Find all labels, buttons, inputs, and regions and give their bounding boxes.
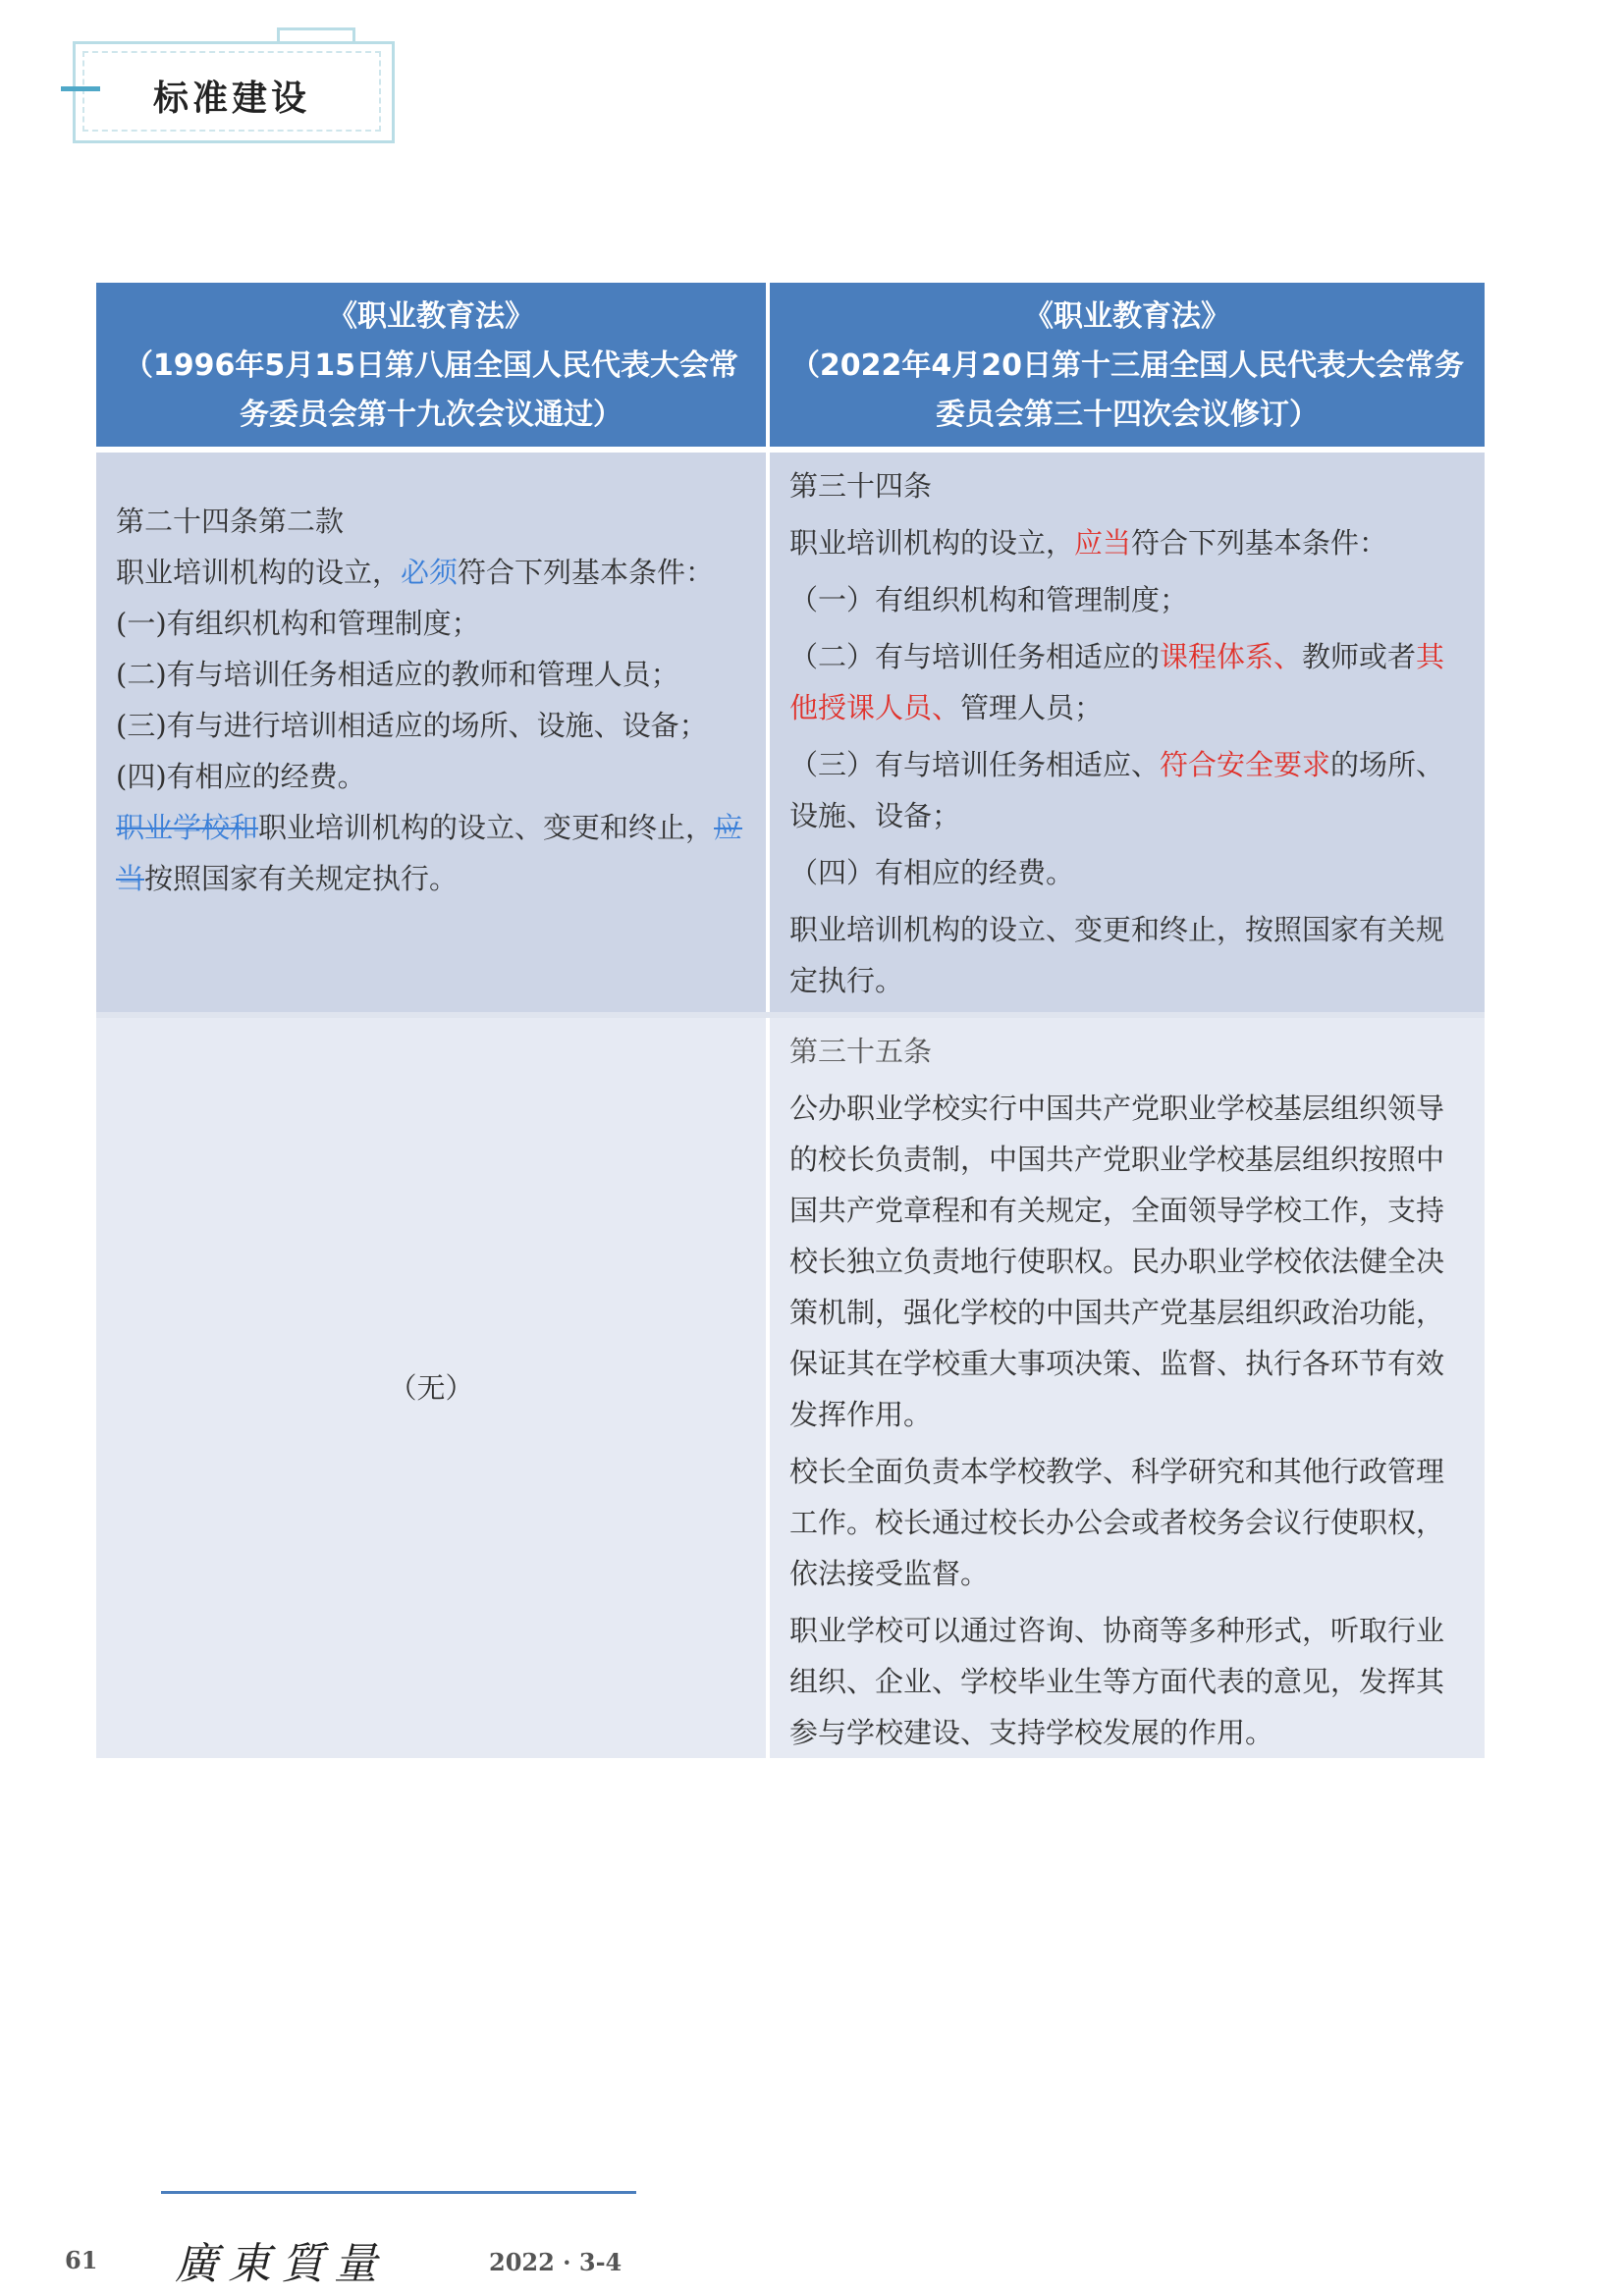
section-title: 标准建设 [153,79,311,119]
text-run: 职业培训机构的设立、变更和终止， [258,811,715,844]
text-run: 管理人员； [960,691,1104,724]
header-1996-line3: 务委员会第十九次会议通过） [240,398,623,432]
table-row [96,450,1485,1015]
list-item [789,739,1465,841]
section-badge [61,27,405,147]
old-article-24-cell [96,450,768,1015]
header-1996-line1: 《职业教育法》 [328,299,534,334]
header-2022-line3: 委员会第三十四次会议修订） [936,398,1319,432]
article-heading: 第二十四条第二款 [116,505,345,538]
deleted-text: 职业学校和 [116,811,259,844]
list-item: (一)有组织机构和管理制度； [116,607,480,640]
table-header-row [96,283,1485,450]
magazine-logo: 廣東質量 [175,2239,387,2289]
badge-accent-bar [61,86,100,91]
new-article-35-cell [768,1015,1485,1758]
text-run: 符合下列基本条件： [458,556,715,589]
paragraph [116,547,746,598]
header-1996-line2: （1996年5月15日第八届全国人民代表大会常 [123,348,739,383]
list-item: (四)有相应的经费。 [116,760,366,793]
paragraph [789,517,1465,568]
added-text: 课程体系、 [1160,640,1303,673]
text-run: 职业培训机构的设立， [116,556,402,589]
list-item: (二)有与培训任务相适应的教师和管理人员； [116,658,679,691]
article-heading: 第三十五条 [789,1035,933,1068]
paragraph: 职业培训机构的设立、变更和终止，按照国家有关规定执行。 [789,913,1445,997]
new-article-34-cell [768,450,1485,1015]
added-text: 应当 [1074,526,1132,560]
changed-text: 必须 [401,556,459,589]
paragraph: 校长全面负责本学校教学、科学研究和其他行政管理工作。校长通过校长办公会或者校务会议行使职权，依法接受监督。 [789,1455,1445,1590]
law-comparison-table [96,283,1485,1758]
text-run: 职业培训机构的设立， [789,526,1075,560]
text-run: 的场所、设施、设备； [789,748,1445,832]
paragraph: 公办职业学校实行中国共产党职业学校基层组织领导的校长负责制，中国共产党职业学校基层组织按照中国共产党章程和有关规定，全面领导学校工作，支持校长独立负责地行使职权。民办职业学校依法健全决策机制，强化学校的中国共产党基层组织政治功能，保证其在学校重大事项决策、监督、执行各环节有效发挥作用。 [789,1092,1445,1431]
header-2022-line2: （2022年4月20日第十三届全国人民代表大会常务 [789,348,1465,383]
added-text: 符合安全要求 [1160,748,1331,781]
list-item: (三)有与进行培训相适应的场所、设施、设备； [116,709,708,742]
text-run: 符合下列基本条件： [1131,526,1388,560]
text-run: 按照国家有关规定执行。 [144,862,459,895]
header-cell-2022 [768,283,1485,450]
list-item [789,631,1465,733]
article-heading: 第三十四条 [789,469,933,503]
paragraph [116,802,746,904]
header-cell-1996 [96,283,768,450]
page-number: 61 [65,2246,98,2274]
text-run: （二）有与培训任务相适应的 [789,640,1161,673]
table-row [96,1015,1485,1758]
list-item: （四）有相应的经费。 [789,856,1075,889]
list-item: （一）有组织机构和管理制度； [789,583,1189,616]
added-text: 其他授课人员、 [789,640,1445,724]
old-none-cell: （无） [96,1015,768,1758]
paragraph: 职业学校可以通过咨询、协商等多种形式，听取行业组织、企业、学校毕业生等方面代表的意见，发挥其参与学校建设、支持学校发展的作用。 [789,1614,1445,1749]
footer-rule [161,2191,636,2194]
header-2022-line1: 《职业教育法》 [1024,299,1230,334]
text-run: （三）有与培训任务相适应、 [789,748,1161,781]
issue-label: 2022 · 3-4 [489,2248,623,2276]
text-run: 教师或者 [1302,640,1417,673]
deleted-text: 应当 [116,811,743,895]
